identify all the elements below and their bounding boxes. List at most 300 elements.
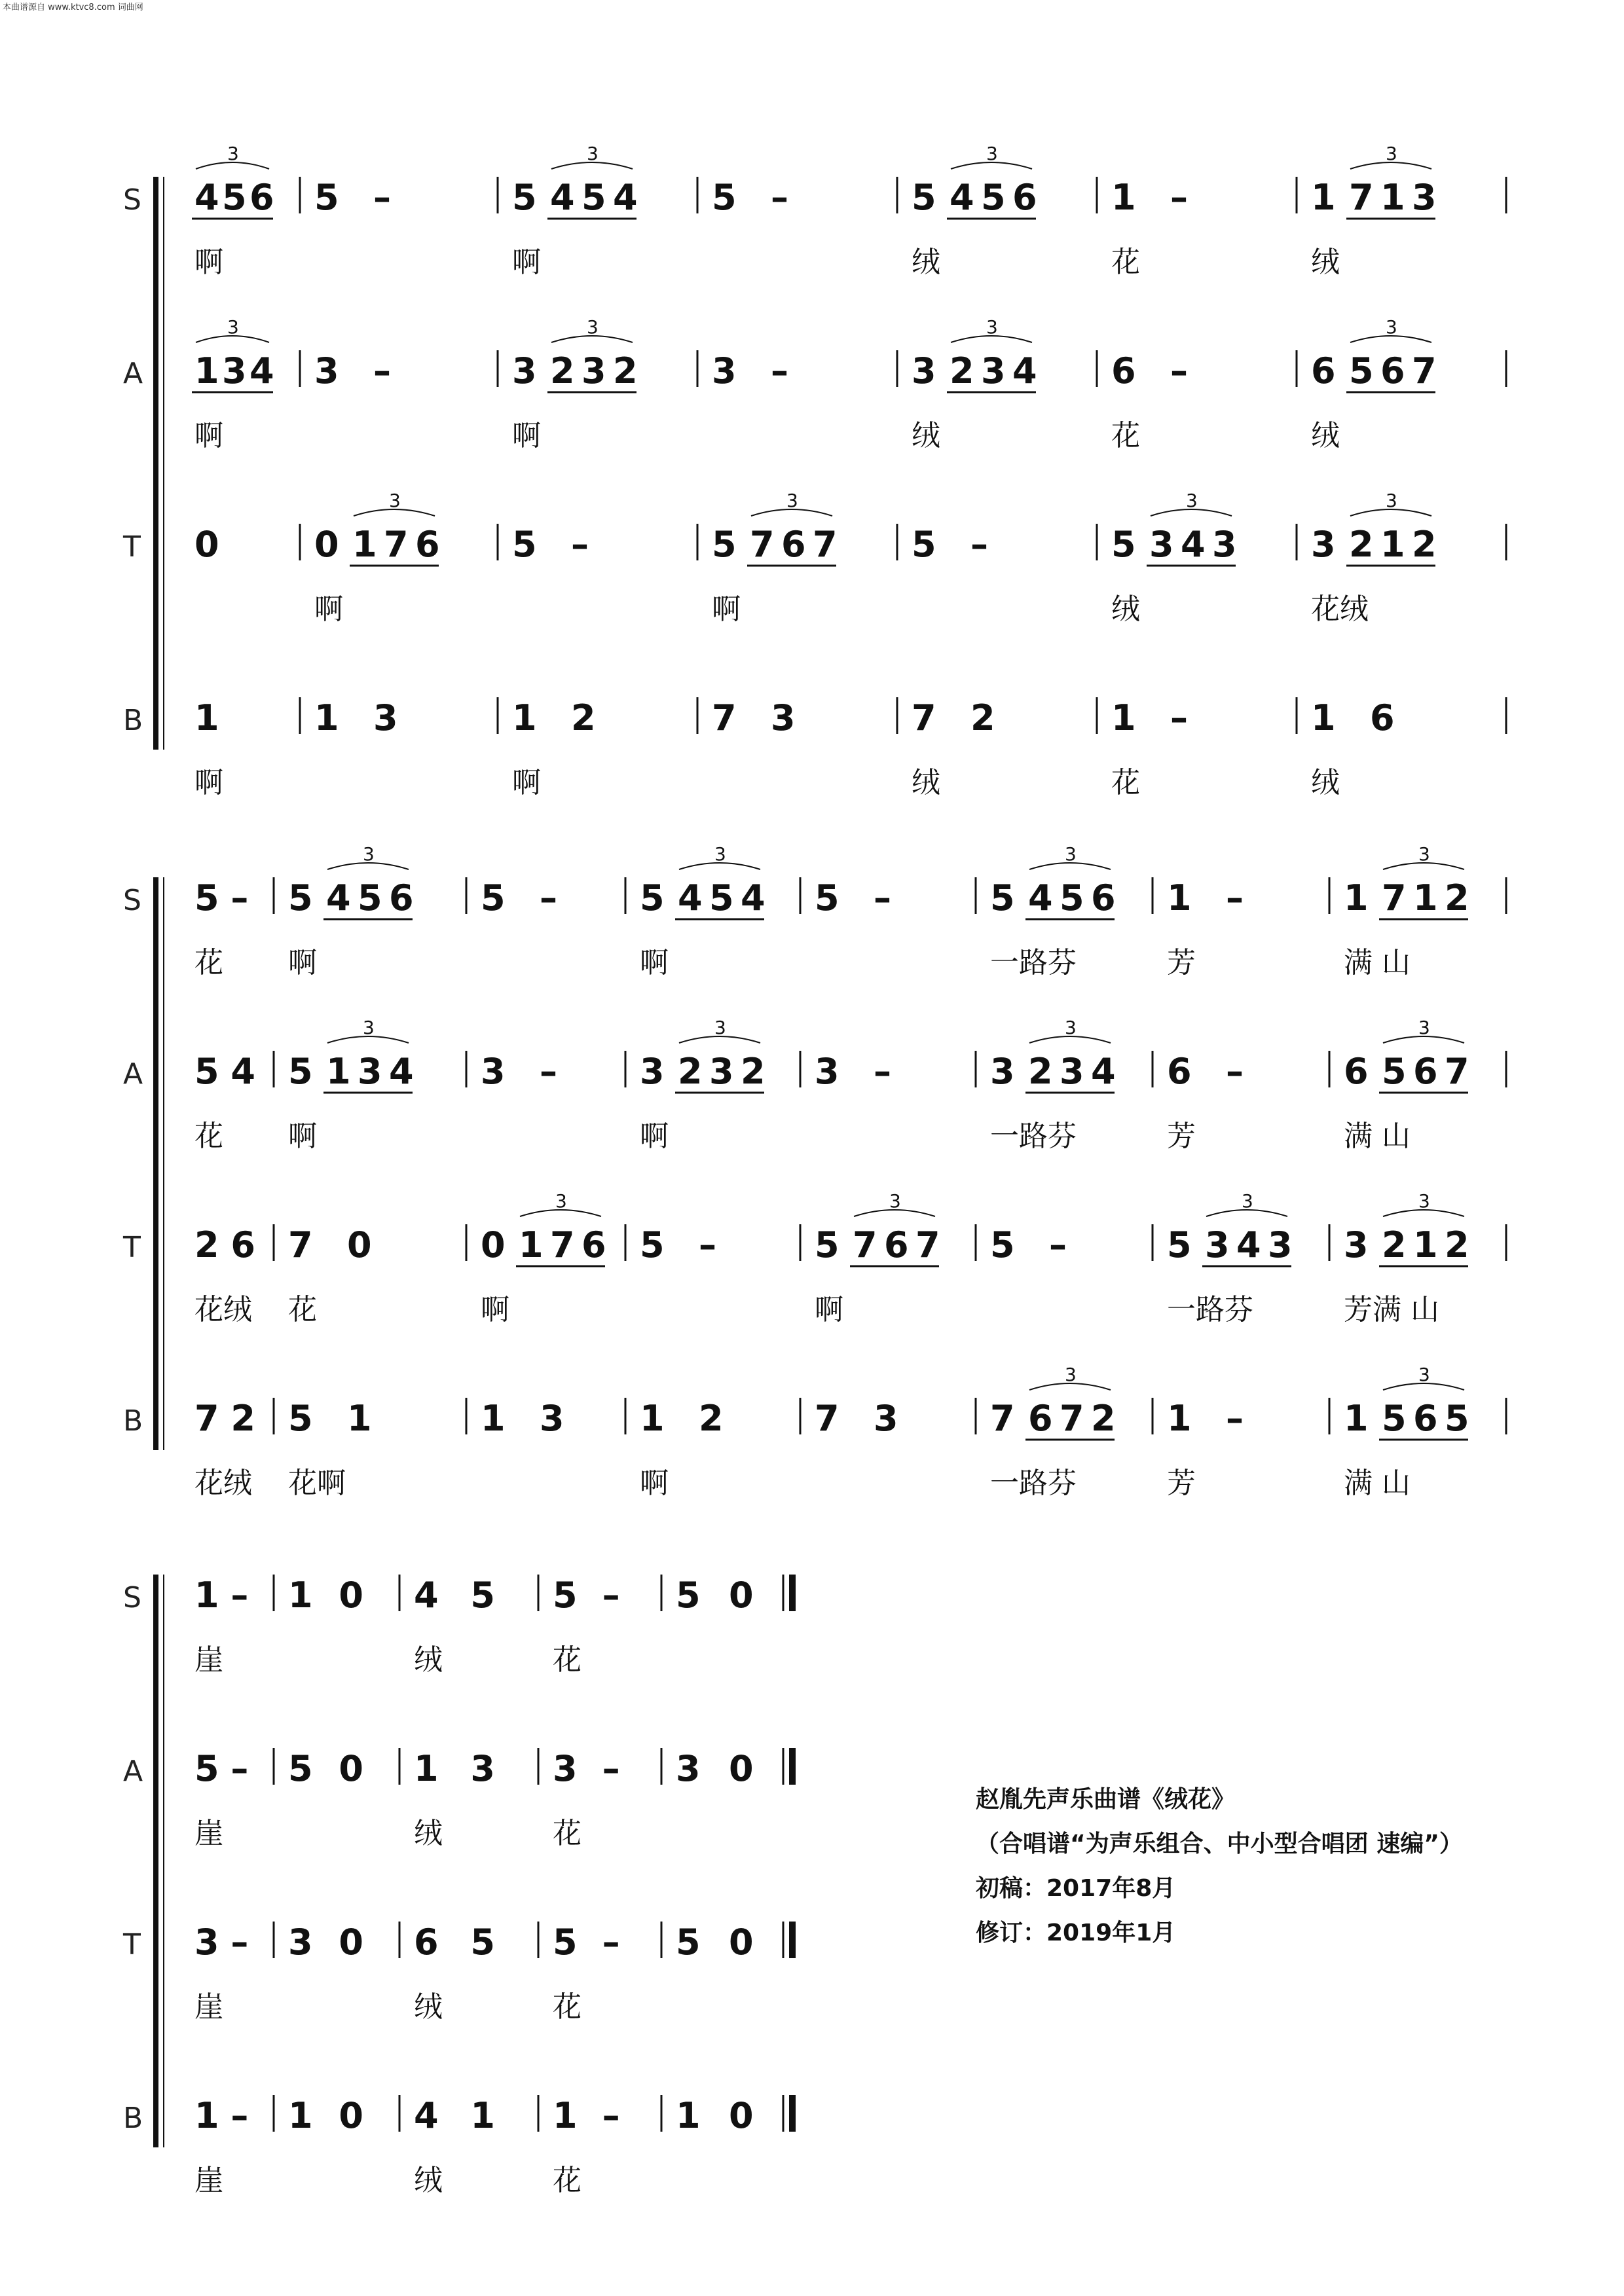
triplet-number: 3 [1186,490,1198,511]
note: 7 [194,1398,219,1439]
note: 2 [613,350,638,392]
note: 2 [571,697,596,738]
note: 2 [1349,524,1374,565]
triplet-number: 3 [889,1190,901,1212]
note: 4 [414,1575,439,1616]
lyric: 绒 [414,1643,443,1677]
note: – [231,2095,249,2136]
note: 5 [581,177,606,218]
note: 4 [1012,350,1037,392]
note: 0 [729,1748,754,1789]
note: 4 [1236,1224,1261,1266]
note: 5 [194,1051,219,1092]
note: 7 [712,697,737,738]
note: 3 [981,350,1006,392]
note: 1 [1413,877,1438,919]
note: 4 [414,2095,439,2136]
note: 3 [481,1051,506,1092]
triplet-number: 3 [714,843,726,865]
note: 3 [712,350,737,392]
lyric: 啊 [314,592,343,626]
note: – [602,2095,620,2136]
note: 3 [1060,1051,1084,1092]
note: 2 [194,1224,219,1266]
note: 2 [1382,1224,1407,1266]
note: 5 [470,1922,495,1963]
note: 2 [1445,877,1469,919]
note: 6 [231,1224,255,1266]
lyric: 一路芬 [990,1120,1077,1153]
lyric: 啊 [288,1120,317,1153]
note: 0 [194,524,219,565]
colophon-subtitle: （合唱谱“为声乐组合、中小型合唱团 速编”） [976,1831,1463,1857]
note: 4 [389,1051,414,1092]
note: 6 [415,524,440,565]
triplet-number: 3 [1065,1017,1077,1038]
triplet-number: 3 [1065,1364,1077,1385]
note: 0 [339,1575,363,1616]
note: 3 [990,1051,1015,1092]
lyric: 啊 [194,246,223,279]
note: 3 [771,697,796,738]
note: 5 [709,877,734,919]
lyric: 满 山 [1344,946,1411,979]
note: 5 [194,1748,219,1789]
note: 5 [1445,1398,1469,1439]
triplet-number: 3 [786,490,798,511]
lyric: 绒 [1311,419,1340,452]
note: 5 [288,1748,313,1789]
note: 0 [729,2095,754,2136]
voice-label: B [123,1404,143,1438]
note: – [1170,350,1188,392]
lyric: 一路芬 [990,1467,1077,1500]
triplet-number: 3 [363,1017,375,1038]
note: 1 [1111,177,1136,218]
note: 1 [1167,877,1192,919]
note: 6 [1413,1398,1438,1439]
note: 1 [1311,697,1336,738]
triplet-number: 3 [1418,1190,1430,1212]
note: 6 [1344,1051,1369,1092]
page-header-source-note: 本曲谱源自 www.ktvc8.com 词曲网 [3,3,143,12]
voice-label: A [123,1755,143,1788]
note: – [771,177,788,218]
triplet-number: 3 [1065,843,1077,865]
note: 3 [222,350,247,392]
voice-label: S [123,183,141,217]
note: 4 [1028,877,1053,919]
note: 3 [640,1051,665,1092]
note: 5 [912,524,936,565]
note: 6 [1167,1051,1192,1092]
note: – [540,877,557,919]
note: 0 [481,1224,506,1266]
triplet-number: 3 [227,143,239,164]
note: 5 [481,877,506,919]
note: 5 [288,1051,313,1092]
note: 5 [470,1575,495,1616]
lyric: 芳 [1167,946,1196,979]
note: 3 [1268,1224,1293,1266]
note: 2 [699,1398,724,1439]
note: 3 [512,350,537,392]
note: – [231,1575,249,1616]
note: 3 [815,1051,840,1092]
note: 1 [1380,177,1405,218]
note: 6 [1311,350,1336,392]
note: 2 [1028,1051,1053,1092]
triplet-number: 3 [1386,143,1397,164]
lyric: 芳 [1167,1467,1196,1500]
note: 6 [389,877,414,919]
note: 5 [990,1224,1015,1266]
note: 4 [231,1051,255,1092]
lyric: 花绒 [1311,592,1369,626]
note: – [602,1748,620,1789]
note: – [540,1051,557,1092]
note: 3 [1344,1224,1369,1266]
note: 3 [1311,524,1336,565]
note: – [1226,1051,1244,1092]
note: 6 [1413,1051,1438,1092]
note: 5 [712,177,737,218]
note: 1 [481,1398,506,1439]
note: 7 [384,524,409,565]
triplet-number: 3 [363,843,375,865]
note: – [1170,177,1188,218]
note: 5 [1382,1398,1407,1439]
note: 5 [990,877,1015,919]
lyric: 崖 [194,1990,223,2024]
note: – [874,1051,891,1092]
lyric: 花绒 [194,1293,252,1326]
note: 5 [288,877,313,919]
note: 1 [1344,1398,1369,1439]
note: 1 [288,1575,313,1616]
note: 5 [194,877,219,919]
lyric: 花 [194,1120,223,1153]
lyric: 啊 [512,246,541,279]
triplet-number: 3 [986,316,998,338]
note: 3 [553,1748,578,1789]
lyric: 绒 [414,1990,443,2024]
note: 1 [326,1051,351,1092]
note: 5 [712,524,737,565]
note: 5 [1111,524,1136,565]
note: – [373,177,391,218]
lyric: 花 [1111,766,1140,799]
note: 1 [1311,177,1336,218]
lyric: 芳 [1167,1120,1196,1153]
note: 3 [194,1922,219,1963]
note: 6 [1091,877,1116,919]
note: 7 [813,524,838,565]
note: 3 [709,1051,734,1092]
note: – [1226,877,1244,919]
lyric: 花 [1111,246,1140,279]
lyric: 啊 [640,1467,669,1500]
note: 4 [678,877,703,919]
note: 3 [373,697,398,738]
note: 3 [1412,177,1437,218]
note: 2 [741,1051,766,1092]
note: 0 [339,2095,363,2136]
note: 0 [339,1748,363,1789]
triplet-number: 3 [1386,490,1397,511]
note: 6 [884,1224,909,1266]
note: 5 [314,177,339,218]
note: 2 [231,1398,255,1439]
voice-label: B [123,704,143,737]
note: 1 [1344,877,1369,919]
note: 1 [640,1398,665,1439]
note: 6 [781,524,806,565]
note: 3 [1205,1224,1230,1266]
note: 3 [1149,524,1174,565]
note: 1 [1413,1224,1438,1266]
note: 3 [470,1748,495,1789]
note: 5 [288,1398,313,1439]
note: 2 [550,350,575,392]
note: 5 [640,1224,665,1266]
lyric: 花绒 [194,1467,252,1500]
note: 6 [1380,350,1405,392]
note: 1 [676,2095,701,2136]
note: 6 [1028,1398,1053,1439]
note: 3 [874,1398,898,1439]
note: 6 [414,1922,439,1963]
note: 1 [352,524,377,565]
note: – [571,524,589,565]
note: 4 [1091,1051,1116,1092]
lyric: 绒 [414,1817,443,1850]
note: 6 [1111,350,1136,392]
note: 4 [326,877,351,919]
note: 3 [1212,524,1237,565]
note: 4 [741,877,766,919]
triplet-number: 3 [714,1017,726,1038]
note: 3 [288,1922,313,1963]
note: 7 [853,1224,877,1266]
voice-label: B [123,2102,143,2135]
note: 6 [1370,697,1395,738]
lyric: 啊 [481,1293,509,1326]
note: 7 [1412,350,1437,392]
triplet-number: 3 [227,316,239,338]
lyric: 绒 [912,246,940,279]
note: 2 [678,1051,703,1092]
lyric: 崖 [194,1643,223,1677]
note: 5 [222,177,247,218]
lyric: 花 [553,2164,581,2197]
note: 5 [1060,877,1084,919]
note: 7 [912,697,936,738]
lyric: 啊 [512,766,541,799]
note: 1 [194,1575,219,1616]
note: 1 [194,697,219,738]
lyric: 啊 [288,946,317,979]
note: 3 [314,350,339,392]
lyric: 啊 [512,419,541,452]
note: 5 [1382,1051,1407,1092]
note: 6 [1012,177,1037,218]
note: 5 [1349,350,1374,392]
note: – [231,1922,249,1963]
note: 6 [249,177,274,218]
note: – [373,350,391,392]
note: 5 [981,177,1006,218]
lyric: 绒 [1111,592,1140,626]
note: 7 [750,524,775,565]
note: 4 [249,350,274,392]
note: – [1170,697,1188,738]
note: 1 [314,697,339,738]
note: 7 [1445,1051,1469,1092]
note: 6 [581,1224,606,1266]
note: 5 [912,177,936,218]
colophon-title: 赵胤先声乐曲谱《绒花》 [976,1786,1236,1813]
note: 7 [990,1398,1015,1439]
note: 4 [194,177,219,218]
note: 7 [815,1398,840,1439]
note: 5 [1167,1224,1192,1266]
lyric: 花 [1111,419,1140,452]
lyric: 啊 [194,419,223,452]
lyric: 崖 [194,1817,223,1850]
note: – [1226,1398,1244,1439]
note: 5 [676,1575,701,1616]
triplet-number: 3 [389,490,401,511]
note: 5 [815,1224,840,1266]
lyric: 满 山 [1344,1120,1411,1153]
note: – [970,524,988,565]
lyric: 花 [553,1643,581,1677]
lyric: 满 山 [1344,1467,1411,1500]
note: – [231,877,249,919]
note: 1 [347,1398,372,1439]
note: 7 [1349,177,1374,218]
lyric: 绒 [1311,246,1340,279]
note: 7 [550,1224,575,1266]
note: 5 [358,877,382,919]
triplet-number: 3 [555,1190,567,1212]
triplet-number: 3 [1386,316,1397,338]
voice-label: T [123,1928,141,1961]
lyric: 啊 [640,1120,669,1153]
triplet-number: 3 [1418,1017,1430,1038]
lyric: 崖 [194,2164,223,2197]
note: 1 [1380,524,1405,565]
note: 1 [512,697,537,738]
note: 7 [288,1224,313,1266]
note: 1 [194,2095,219,2136]
note: – [602,1575,620,1616]
voice-label: T [123,1231,141,1264]
lyric: 绒 [912,419,940,452]
note: 4 [613,177,638,218]
note: 5 [640,877,665,919]
note: 4 [1181,524,1206,565]
note: 1 [553,2095,578,2136]
lyric: 一路芬 [990,946,1077,979]
lyric: 花 [553,1990,581,2024]
triplet-number: 3 [587,316,599,338]
voice-label: S [123,1581,141,1614]
note: 5 [553,1575,578,1616]
lyric: 花啊 [288,1467,346,1500]
lyric: 绒 [1311,766,1340,799]
colophon-revision-date: 修订：2019年1月 [976,1920,1176,1946]
note: 1 [414,1748,439,1789]
note: 0 [314,524,339,565]
lyric: 芳满 山 [1344,1293,1439,1326]
note: 3 [358,1051,382,1092]
note: 7 [1060,1398,1084,1439]
lyric: 花 [288,1293,317,1326]
lyric: 花 [194,946,223,979]
note: 0 [347,1224,372,1266]
voice-label: A [123,1057,143,1091]
lyric: 花 [553,1817,581,1850]
lyric: 绒 [414,2164,443,2197]
note: 2 [1412,524,1437,565]
note: 2 [970,697,995,738]
triplet-number: 3 [1418,1364,1430,1385]
note: 1 [288,2095,313,2136]
colophon-draft-date: 初稿：2017年8月 [976,1875,1176,1902]
lyric: 啊 [815,1293,843,1326]
note: 0 [339,1922,363,1963]
triplet-number: 3 [587,143,599,164]
lyric: 啊 [712,592,741,626]
note: 1 [1111,697,1136,738]
note: 2 [1091,1398,1116,1439]
lyric: 绒 [912,766,940,799]
voice-label: T [123,530,141,564]
note: 2 [1445,1224,1469,1266]
triplet-number: 3 [1418,843,1430,865]
note: 5 [553,1922,578,1963]
note: 5 [512,524,537,565]
note: 0 [729,1575,754,1616]
note: 3 [912,350,936,392]
lyric: 啊 [640,946,669,979]
lyric: 啊 [194,766,223,799]
note: – [231,1748,249,1789]
note: – [602,1922,620,1963]
note: 3 [540,1398,564,1439]
note: 3 [676,1748,701,1789]
voice-label: S [123,884,141,917]
note: 1 [470,2095,495,2136]
note: 4 [550,177,575,218]
note: 5 [512,177,537,218]
note: 7 [915,1224,940,1266]
note: 3 [581,350,606,392]
note: – [699,1224,716,1266]
lyric: 一路芬 [1167,1293,1253,1326]
note: – [1049,1224,1067,1266]
note: 0 [729,1922,754,1963]
note: 1 [519,1224,544,1266]
note: – [771,350,788,392]
note: – [874,877,891,919]
voice-label: A [123,357,143,390]
note: 1 [194,350,219,392]
note: 1 [1167,1398,1192,1439]
triplet-number: 3 [1242,1190,1253,1212]
